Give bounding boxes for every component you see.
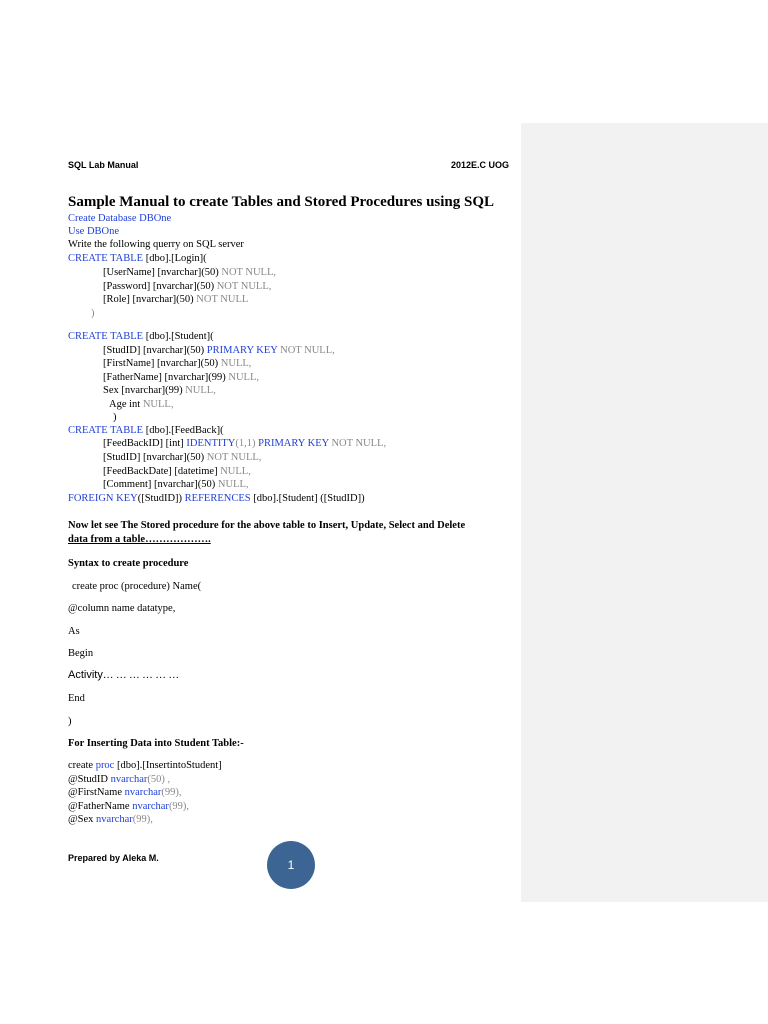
login-username-line: [103, 266, 276, 279]
create-word: create: [68, 760, 94, 771]
student-firstname-line: [103, 357, 251, 370]
feedback-studid-line: [103, 451, 261, 464]
feedback-id-line: [103, 437, 386, 450]
param-size: (99),: [161, 787, 182, 798]
login-role-line: [103, 293, 248, 306]
feedback-id-col: [FeedBackID] [int]: [103, 438, 184, 449]
not-null-text: NOT NULL,: [221, 267, 276, 278]
nvarchar-keyword: nvarchar: [132, 801, 169, 812]
null-text: NULL,: [217, 479, 249, 490]
foreign-key-keyword: FOREIGN KEY: [68, 493, 138, 504]
syntax-line-1: create proc (procedure) Name(: [72, 581, 202, 592]
feedback-comment-line: [103, 478, 249, 491]
feedback-date-col: [FeedBackDate] [datetime]: [103, 466, 218, 477]
create-table-keyword: CREATE TABLE: [68, 253, 144, 264]
header-left: SQL Lab Manual: [68, 160, 139, 170]
param-studid-line: [68, 773, 170, 786]
null-text: NULL,: [220, 466, 251, 477]
identity-keyword: IDENTITY: [186, 438, 236, 449]
student-sex-col: Sex [nvarchar](99): [103, 385, 183, 396]
not-null-text: NOT NULL,: [216, 281, 272, 292]
insert-proc-name: [dbo].[InsertintoStudent]: [116, 760, 222, 771]
foreign-key-line: [68, 492, 365, 505]
create-login-line: [68, 252, 207, 265]
null-text: NULL,: [142, 399, 174, 410]
student-sex-line: [103, 384, 216, 397]
param-size: (50) ,: [147, 774, 171, 785]
activity-dots: … … … … … …: [102, 670, 179, 681]
syntax-end: End: [68, 693, 85, 704]
proc-keyword: proc: [95, 760, 115, 771]
param-name: @FirstName: [68, 787, 122, 798]
student-table-name: [dbo].[Student](: [145, 331, 214, 342]
not-null-text: NOT NULL,: [280, 345, 335, 356]
not-null-text: NOT NULL,: [331, 438, 387, 449]
nvarchar-keyword: nvarchar: [124, 787, 162, 798]
feedback-comment-col: [Comment] [nvarchar](50): [103, 479, 216, 490]
insert-heading: For Inserting Data into Student Table:-: [68, 738, 244, 749]
primary-key-keyword: PRIMARY KEY: [206, 345, 278, 356]
param-firstname-line: [68, 786, 181, 799]
feedback-studid-col: [StudID] [nvarchar](50): [103, 452, 205, 463]
syntax-begin: Begin: [68, 648, 94, 659]
create-feedback-line: [68, 424, 224, 437]
login-close-paren: ): [91, 308, 95, 319]
primary-key-keyword: PRIMARY KEY: [258, 438, 329, 449]
student-firstname-col: [FirstName] [nvarchar](50): [103, 358, 219, 369]
page-title: Sample Manual to create Tables and Stored Procedures using SQL: [68, 194, 495, 210]
login-password-col: [Password] [nvarchar](50): [103, 281, 215, 292]
student-age-line: [109, 398, 173, 411]
syntax-line-2: @column name datatype,: [68, 603, 176, 614]
param-name: @FatherName: [68, 801, 130, 812]
param-size: (99),: [168, 801, 190, 812]
write-query-line: Write the following querry on SQL server: [68, 239, 244, 250]
page-number-badge: 1: [267, 841, 315, 889]
stored-proc-intro: Now let see The Stored procedure for the above table to Insert, Update, Select and Delete: [68, 520, 466, 531]
stored-proc-intro-2: data from a table……………….: [68, 534, 211, 545]
syntax-activity: [68, 669, 179, 682]
header-right: 2012E.C UOG: [450, 160, 509, 170]
param-fathername-line: [68, 800, 189, 813]
student-studid-line: [103, 344, 335, 357]
login-username-col: [UserName] [nvarchar](50): [103, 267, 219, 278]
null-text: NULL,: [220, 358, 252, 369]
param-name: @StudID: [68, 774, 109, 785]
param-sex-line: [68, 813, 153, 826]
foreign-key-col: ([StudID]): [137, 493, 183, 504]
student-fathername-line: [103, 371, 259, 384]
feedback-table-name: [dbo].[FeedBack](: [145, 425, 224, 436]
param-size: (99),: [132, 814, 153, 825]
comment-pane: [521, 123, 768, 902]
null-text: NULL,: [228, 372, 259, 383]
create-db-line: Create Database DBOne: [68, 213, 172, 224]
references-target: [dbo].[Student] ([StudID]): [253, 493, 365, 504]
login-table-name: [dbo].[Login](: [145, 253, 207, 264]
student-close-paren: ): [113, 412, 117, 423]
create-student-line: [68, 330, 214, 343]
student-age-col: Age int: [109, 399, 141, 410]
syntax-heading: Syntax to create procedure: [68, 558, 189, 569]
activity-word: Activity: [68, 669, 103, 681]
create-table-keyword: CREATE TABLE: [68, 425, 144, 436]
syntax-close-paren: ): [68, 716, 72, 727]
not-null-text: NOT NULL: [196, 294, 249, 305]
prepared-by: Prepared by Aleka M.: [68, 853, 159, 863]
null-text: NULL,: [185, 385, 216, 396]
student-studid-col: [StudID] [nvarchar](50): [103, 345, 205, 356]
syntax-as: As: [68, 626, 80, 637]
login-password-line: [103, 280, 271, 293]
create-table-keyword: CREATE TABLE: [68, 331, 144, 342]
identity-args: (1,1): [235, 438, 256, 449]
nvarchar-keyword: nvarchar: [96, 814, 133, 825]
student-fathername-col: [FatherName] [nvarchar](99): [103, 372, 226, 383]
nvarchar-keyword: nvarchar: [110, 774, 148, 785]
not-null-text: NOT NULL,: [206, 452, 262, 463]
login-role-col: [Role] [nvarchar](50): [103, 294, 194, 305]
param-name: @Sex: [68, 814, 94, 825]
references-keyword: REFERENCES: [184, 493, 251, 504]
use-db-line: Use DBOne: [68, 226, 120, 237]
feedback-date-line: [103, 465, 251, 478]
create-proc-line: [68, 759, 222, 772]
